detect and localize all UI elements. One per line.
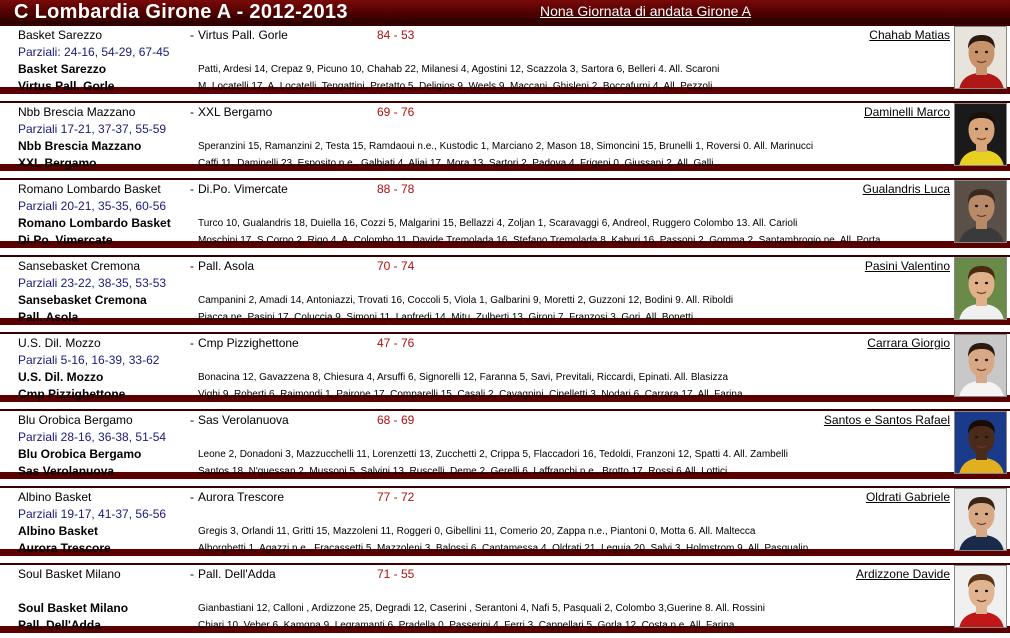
home-players-list: Patti, Ardesi 14, Crepaz 9, Picuno 10, Chahab 22, Milanesi 4, Agostini 12, Scazzola 3, Sartora 6, Belleri 4. All. Scaroni <box>198 64 720 75</box>
mvp-player-link[interactable]: Oldrati Gabriele <box>865 490 950 504</box>
block-divider <box>0 409 1010 411</box>
player-portrait-icon <box>955 181 1007 243</box>
partial-scores: Parziali 17-21, 37-37, 55-59 <box>18 122 167 136</box>
score-separator: - <box>190 182 194 196</box>
block-divider <box>0 178 1010 180</box>
away-team-name: Di.Po. Vimercate <box>198 182 288 196</box>
block-divider <box>0 332 1010 334</box>
mvp-player-photo <box>954 180 1007 243</box>
final-score: 77 - 72 <box>377 490 415 504</box>
home-team-name: U.S. Dil. Mozzo <box>18 336 101 350</box>
home-team-label: Soul Basket Milano <box>18 601 129 615</box>
score-separator: - <box>190 336 194 350</box>
home-team-name: Sansebasket Cremona <box>18 259 141 273</box>
home-team-label: Basket Sarezzo <box>18 62 107 76</box>
away-players-list: Chiari 10, Veber 6, Kamgna 9, Legramanti 6, Pradella 0, Passerini 4, Ferri 3, Cappellari 5, Gorla 12, Costa n.e. All. Farina <box>198 620 735 631</box>
away-team-label: Cmp Pizzighettone <box>18 387 126 401</box>
home-team-name: Nbb Brescia Mazzano <box>18 105 136 119</box>
partial-scores: Parziali 20-21, 35-35, 60-56 <box>18 199 167 213</box>
home-players-list: Turco 10, Gualandris 18, Duiella 16, Cozzi 5, Malgarini 15, Bellazzi 4, Zoljan 1, Scaravaggi 6, Andreol, Ruggero Colombo 13. All. Carioli <box>198 218 798 229</box>
partial-scores: Parziali: 24-16, 54-29, 67-45 <box>18 45 170 59</box>
mvp-player-link[interactable]: Carrara Giorgio <box>867 336 950 350</box>
home-team-name: Soul Basket Milano <box>18 567 121 581</box>
mvp-player-link[interactable]: Daminelli Marco <box>863 105 950 119</box>
partial-scores: Parziali 28-16, 36-38, 51-54 <box>18 430 167 444</box>
final-score: 69 - 76 <box>377 105 415 119</box>
block-divider <box>0 101 1010 103</box>
away-team-name: Sas Verolanuova <box>198 413 289 427</box>
player-portrait-icon <box>955 489 1007 551</box>
player-portrait-icon <box>955 104 1007 166</box>
game-block <box>0 101 1010 171</box>
home-team-label: Sansebasket Cremona <box>18 293 147 307</box>
away-team-label: Pall. Asola <box>18 310 79 324</box>
away-team-label: Virtus Pall. Gorle <box>18 79 115 93</box>
away-team-name: Virtus Pall. Gorle <box>198 28 288 42</box>
game-block <box>0 563 1010 633</box>
home-players-list: Leone 2, Donadoni 3, Mazzucchelli 11, Lorenzetti 13, Zucchetti 2, Crippa 5, Flaccadori 16, Tedoldi, Franzoni 12, Spatti 4. All. Zambelli <box>198 449 788 460</box>
page-title: C Lombardia Girone A - 2012-2013 <box>14 1 348 23</box>
away-team-name: Pall. Dell'Adda <box>198 567 276 581</box>
away-players-list: Piacca ne, Pasini 17, Coluccia 9, Simoni 11, Lanfredi 14, Mitu, Zulberti 13 ,Gironi 7, Franzosi 3, Gori. All. Bonetti <box>198 312 694 323</box>
game-block <box>0 24 1010 94</box>
player-portrait-icon <box>955 27 1007 89</box>
final-score: 84 - 53 <box>377 28 415 42</box>
away-team-label: XXL Bergamo <box>18 156 97 170</box>
game-block <box>0 409 1010 479</box>
home-team-name: Romano Lombardo Basket <box>18 182 161 196</box>
game-block <box>0 255 1010 325</box>
player-portrait-icon <box>955 258 1007 320</box>
home-team-label: U.S. Dil. Mozzo <box>18 370 104 384</box>
game-block <box>0 178 1010 248</box>
mvp-player-photo <box>954 103 1007 166</box>
home-team-name: Albino Basket <box>18 490 92 504</box>
score-separator: - <box>190 567 194 581</box>
home-team-name: Basket Sarezzo <box>18 28 103 42</box>
home-players-list: Gianbastiani 12, Calloni , Ardizzone 25, Degradi 12, Caserini , Serantoni 4, Nafi 5, Pasquali 2, Colombo 3,Guerine 8. All. Rossini <box>198 603 765 614</box>
score-separator: - <box>190 105 194 119</box>
mvp-player-photo <box>954 488 1007 551</box>
away-players-list: Santos 18, N'guessan 2, Mussoni 5, Salvini 13, Ruscelli, Deme 2, Gerelli 6, Laffranchi n.e., Brotto 17, Rossi 6.All. Lottici <box>198 466 728 477</box>
away-players-list: Caffi 11, Daminelli 23, Esposito n.e., Galbiati 4, Aliaj 17, Mora 13, Sartori 2, Padova 4, Frigeni 0, Giussani 2. All. Galli <box>198 158 714 169</box>
home-players-list: Gregis 3, Orlandi 11, Gritti 15, Mazzoleni 11, Roggeri 0, Gibellini 11, Comerio 20, Zappa n.e., Piantoni 0, Motta 6. All. Maltecca <box>198 526 756 537</box>
mvp-player-link[interactable]: Chahab Matias <box>869 28 950 42</box>
final-score: 71 - 55 <box>377 567 415 581</box>
away-team-label: Sas Verolanuova <box>18 464 115 478</box>
home-players-list: Speranzini 15, Ramanzini 2, Testa 15, Ramdaoui n.e., Kustodic 1, Marciano 2, Mason 18, Simoncini 15, Brunelli 1, Roversi 0. All. Marinucci <box>198 141 814 152</box>
mvp-player-link[interactable]: Santos e Santos Rafael <box>823 413 950 427</box>
score-separator: - <box>190 28 194 42</box>
final-score: 68 - 69 <box>377 413 415 427</box>
final-score: 70 - 74 <box>377 259 415 273</box>
mvp-player-photo <box>954 26 1007 89</box>
partial-scores: Parziali 19-17, 41-37, 56-56 <box>18 507 167 521</box>
final-score: 88 - 78 <box>377 182 415 196</box>
score-separator: - <box>190 413 194 427</box>
game-block <box>0 486 1010 556</box>
away-team-name: Cmp Pizzighettone <box>198 336 299 350</box>
mvp-player-photo <box>954 257 1007 320</box>
away-players-list: Alborghetti 1, Agazzi n.e., Fracassetti 5, Mazzoleni 3, Balossi 6, Cantamessa 4, Oldrati 21, Leguia 20, Salvi 3, Holmstrom 9. All. Pasqualin <box>198 543 809 554</box>
away-players-list: M. Locatelli 17, A. Locatelli, Tengattini, Pretatto 5, Deligios 9, Weels 9, Maccani, Ghisleni 2, Boccafurni 4. All. Pezzoli <box>198 81 713 92</box>
mvp-player-link[interactable]: Pasini Valentino <box>864 259 950 273</box>
away-team-name: XXL Bergamo <box>198 105 273 119</box>
away-team-name: Aurora Trescore <box>198 490 285 504</box>
round-subtitle-link[interactable]: Nona Giornata di andata Girone A <box>540 3 751 19</box>
home-team-name: Blu Orobica Bergamo <box>18 413 133 427</box>
mvp-player-photo <box>954 411 1007 474</box>
mvp-player-photo <box>954 565 1007 628</box>
partial-scores: Parziali 5-16, 16-39, 33-62 <box>18 353 160 367</box>
away-team-label: Pall. Dell'Adda <box>18 618 101 632</box>
away-team-name: Pall. Asola <box>198 259 255 273</box>
block-divider <box>0 563 1010 565</box>
mvp-player-photo <box>954 334 1007 397</box>
home-players-list: Campanini 2, Amadi 14, Antoniazzi, Trovati 16, Coccoli 5, Viola 1, Galbarini 9, Moretti 2, Guzzoni 12, Bodini 9. All. Riboldi <box>198 295 734 306</box>
away-players-list: Moschini 17, S.Corno 2, Rigo 4, A. Colombo 11, Davide Tremolada 16, Stefano Tremolada 8, Kaburi 16, Passoni 2, Gomma 2, Santambrogio ne. All. Porta <box>198 235 881 246</box>
home-players-list: Bonacina 12, Gavazzena 8, Chiesura 4, Arsuffi 6, Signorelli 12, Faranna 5, Savi, Previtali, Riccardi, Epinati. All. Blasizza <box>198 372 729 383</box>
away-team-label: Di.Po. Vimercate <box>18 233 113 247</box>
game-block <box>0 332 1010 402</box>
away-players-list: Vighi 9, Roberti 6, Raimondi 1, Pairone 17, Comparelli 15, Casali 2, Cavagnini, Cipelletti 3, Nodari 6, Carrara 17. All. Farina <box>198 389 743 400</box>
block-divider <box>0 255 1010 257</box>
home-team-label: Nbb Brescia Mazzano <box>18 139 142 153</box>
home-team-label: Romano Lombardo Basket <box>18 216 171 230</box>
player-portrait-icon <box>955 566 1007 628</box>
away-team-label: Aurora Trescore <box>18 541 111 555</box>
mvp-player-link[interactable]: Gualandris Luca <box>862 182 950 196</box>
final-score: 47 - 76 <box>377 336 415 350</box>
player-portrait-icon <box>955 412 1007 474</box>
header-bar <box>0 0 1010 24</box>
mvp-player-link[interactable]: Ardizzone Davide <box>855 567 950 581</box>
score-separator: - <box>190 259 194 273</box>
home-team-label: Albino Basket <box>18 524 99 538</box>
score-separator: - <box>190 490 194 504</box>
home-team-label: Blu Orobica Bergamo <box>18 447 142 461</box>
partial-scores: Parziali 23-22, 38-35, 53-53 <box>18 276 167 290</box>
block-divider <box>0 486 1010 488</box>
player-portrait-icon <box>955 335 1007 397</box>
block-divider <box>0 24 1010 26</box>
